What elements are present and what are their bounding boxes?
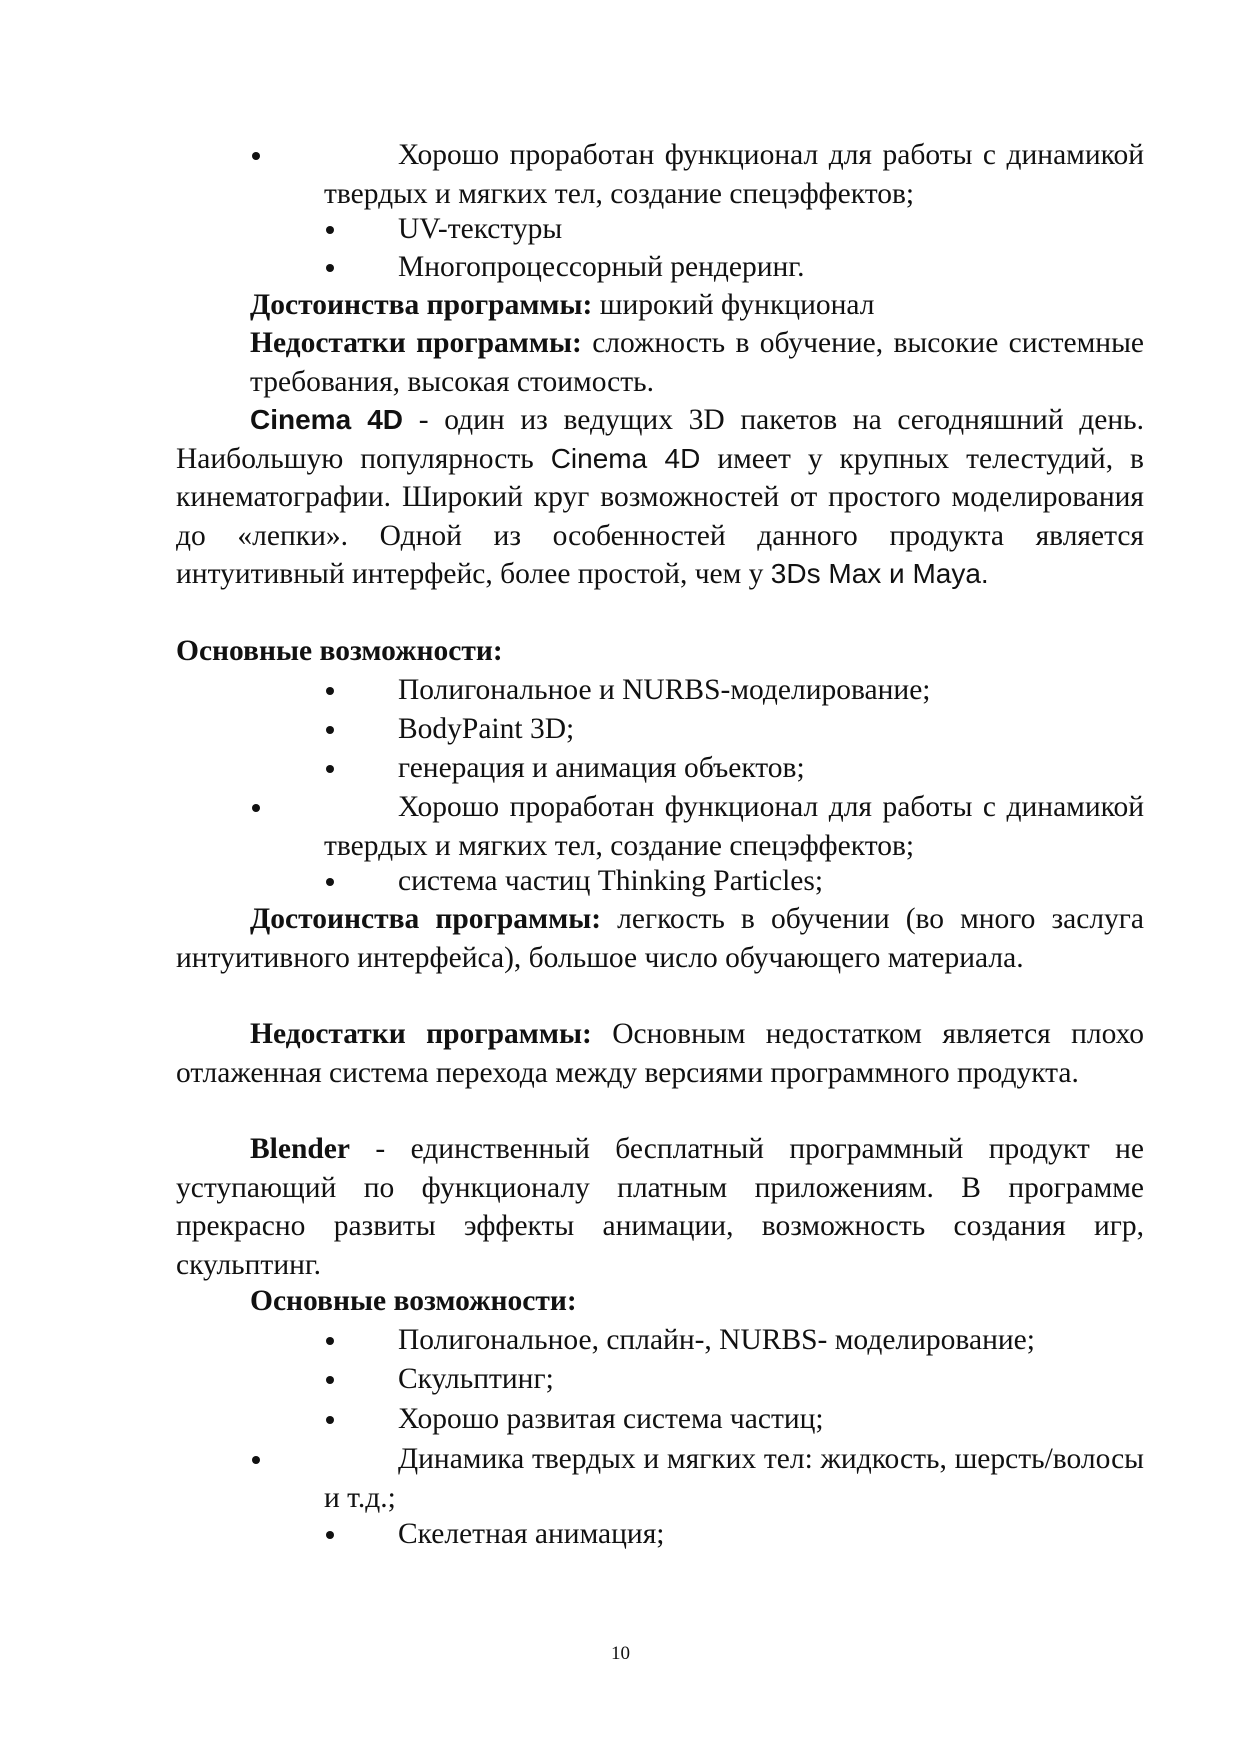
list-item: Скульптинг; — [398, 1363, 554, 1395]
list-item: Хорошо развитая система частиц; — [398, 1403, 824, 1435]
cinema4d-features-heading: Основные возможности: — [176, 635, 503, 667]
list-item: Скелетная анимация; — [398, 1518, 665, 1550]
list-item: Динамика твердых и мягких тел: жидкость, шерсть/волосы и т.д.; — [324, 1443, 1144, 1514]
list-item: система частиц Thinking Particles; — [398, 865, 824, 897]
list-item: Полигональное, сплайн-, NURBS- моделирование; — [398, 1324, 1035, 1356]
max-pros-paragraph: Достоинства программы: широкий функционал — [250, 289, 875, 321]
cinema4d-intro-paragraph: Cinema 4D - один из ведущих 3D пакетов на сегодняшний день. Наибольшую популярность Cinema 4D имеет у крупных телестудий, в кинематографии. Широкий круг возможностей от простого моделирования до «лепки». Одной из особенностей данного продукта является интуитивный интерфейс, более простой, чем у 3Ds Max и Maya. — [176, 404, 1145, 590]
list-item: Многопроцессорный рендеринг. — [398, 251, 805, 283]
max-cons-paragraph: Недостатки программы: сложность в обучение, высокие системные требования, высокая стоимость. — [250, 327, 1144, 398]
list-item: UV-текстуры — [398, 213, 563, 245]
list-item: Хорошо проработан функционал для работы с динамикой твердых и мягких тел, создание спецэффектов; — [324, 139, 1144, 210]
blender-intro-paragraph: Blender - единственный бесплатный программный продукт не уступающий по функционалу платным приложениям. В программе прекрасно развиты эффекты анимации, возможность создания игр, скульптинг. — [176, 1133, 1144, 1281]
page-number: 10 — [611, 1643, 630, 1664]
list-item: генерация и анимация объектов; — [398, 752, 805, 784]
list-item: Полигональное и NURBS-моделирование; — [398, 674, 931, 706]
list-item: BodyPaint 3D; — [398, 713, 575, 745]
cinema4d-cons-paragraph: Недостатки программы: Основным недостатком является плохо отлаженная система перехода между версиями программного продукта. — [176, 1018, 1144, 1089]
list-item: Хорошо проработан функционал для работы с динамикой твердых и мягких тел, создание спецэффектов; — [324, 791, 1144, 862]
cinema4d-pros-paragraph: Достоинства программы: легкость в обучении (во много заслуга интуитивного интерфейса), большое число обучающего материала. — [176, 903, 1144, 974]
blender-features-heading: Основные возможности: — [250, 1285, 577, 1317]
